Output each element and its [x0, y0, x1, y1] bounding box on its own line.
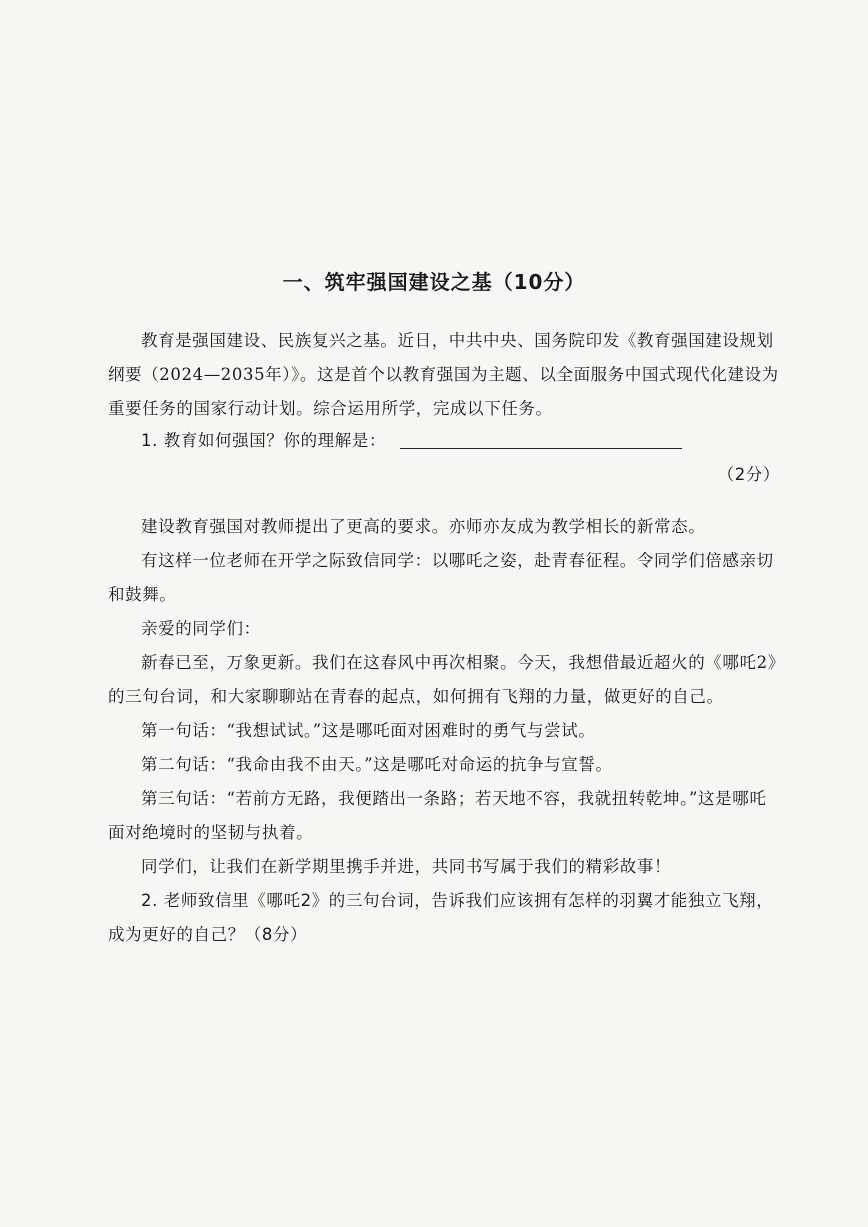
- question-2-text: 2. 老师致信里《哪吒2》的三句台词，告诉我们应该拥有怎样的羽翼才能独立飞翔，成为更好的自己？（8分）: [108, 891, 774, 944]
- passage-block: [108, 510, 780, 884]
- letter-line-1: 第一句话：“我想试试。”这是哪吒面对困难时的勇气与尝试。: [141, 721, 596, 740]
- intro-paragraph: 教育是强国建设、民族复兴之基。近日，中共中央、国务院印发《教育强国建设规划纲要（2024—2035年）》。这是首个以教育强国为主题、以全面服务中国式现代化建设为重要任务的国家行动计划。综合运用所学，完成以下任务。: [108, 331, 779, 418]
- section-title: 一、筑牢强国建设之基（10分）: [282, 270, 586, 294]
- question-2: [108, 884, 780, 952]
- question-1-text: 1. 教育如何强国？你的理解是：: [141, 431, 387, 450]
- question-1-score: （2分）: [717, 465, 780, 484]
- passage-paragraph-1: 建设教育强国对教师提出了更高的要求。亦师亦友成为教学相长的新常态。: [141, 517, 706, 536]
- letter-closing: 同学们，让我们在新学期里携手并进，共同书写属于我们的精彩故事！: [141, 857, 672, 876]
- letter-line-3: 第三句话：“若前方无路，我便踏出一条路；若天地不容，我就扭转乾坤。”这是哪吒面对绝境时的坚韧与执着。: [108, 789, 767, 842]
- answer-line[interactable]: [400, 434, 682, 449]
- letter-paragraph: 新春已至，万象更新。我们在这春风中再次相聚。今天，我想借最近超火的《哪吒2》的三句台词，和大家聊聊站在青春的起点，如何拥有飞翔的力量，做更好的自己。: [108, 653, 777, 706]
- question-1: [108, 424, 780, 492]
- letter-greeting: 亲爱的同学们：: [141, 619, 261, 638]
- passage-paragraph-2: 有这样一位老师在开学之际致信同学：以哪吒之姿，赴青春征程。令同学们倍感亲切和鼓舞。: [108, 551, 774, 604]
- intro-block: [108, 324, 780, 426]
- letter-line-2: 第二句话：“我命由我不由天。”这是哪吒对命运的抗争与宣誓。: [141, 755, 613, 774]
